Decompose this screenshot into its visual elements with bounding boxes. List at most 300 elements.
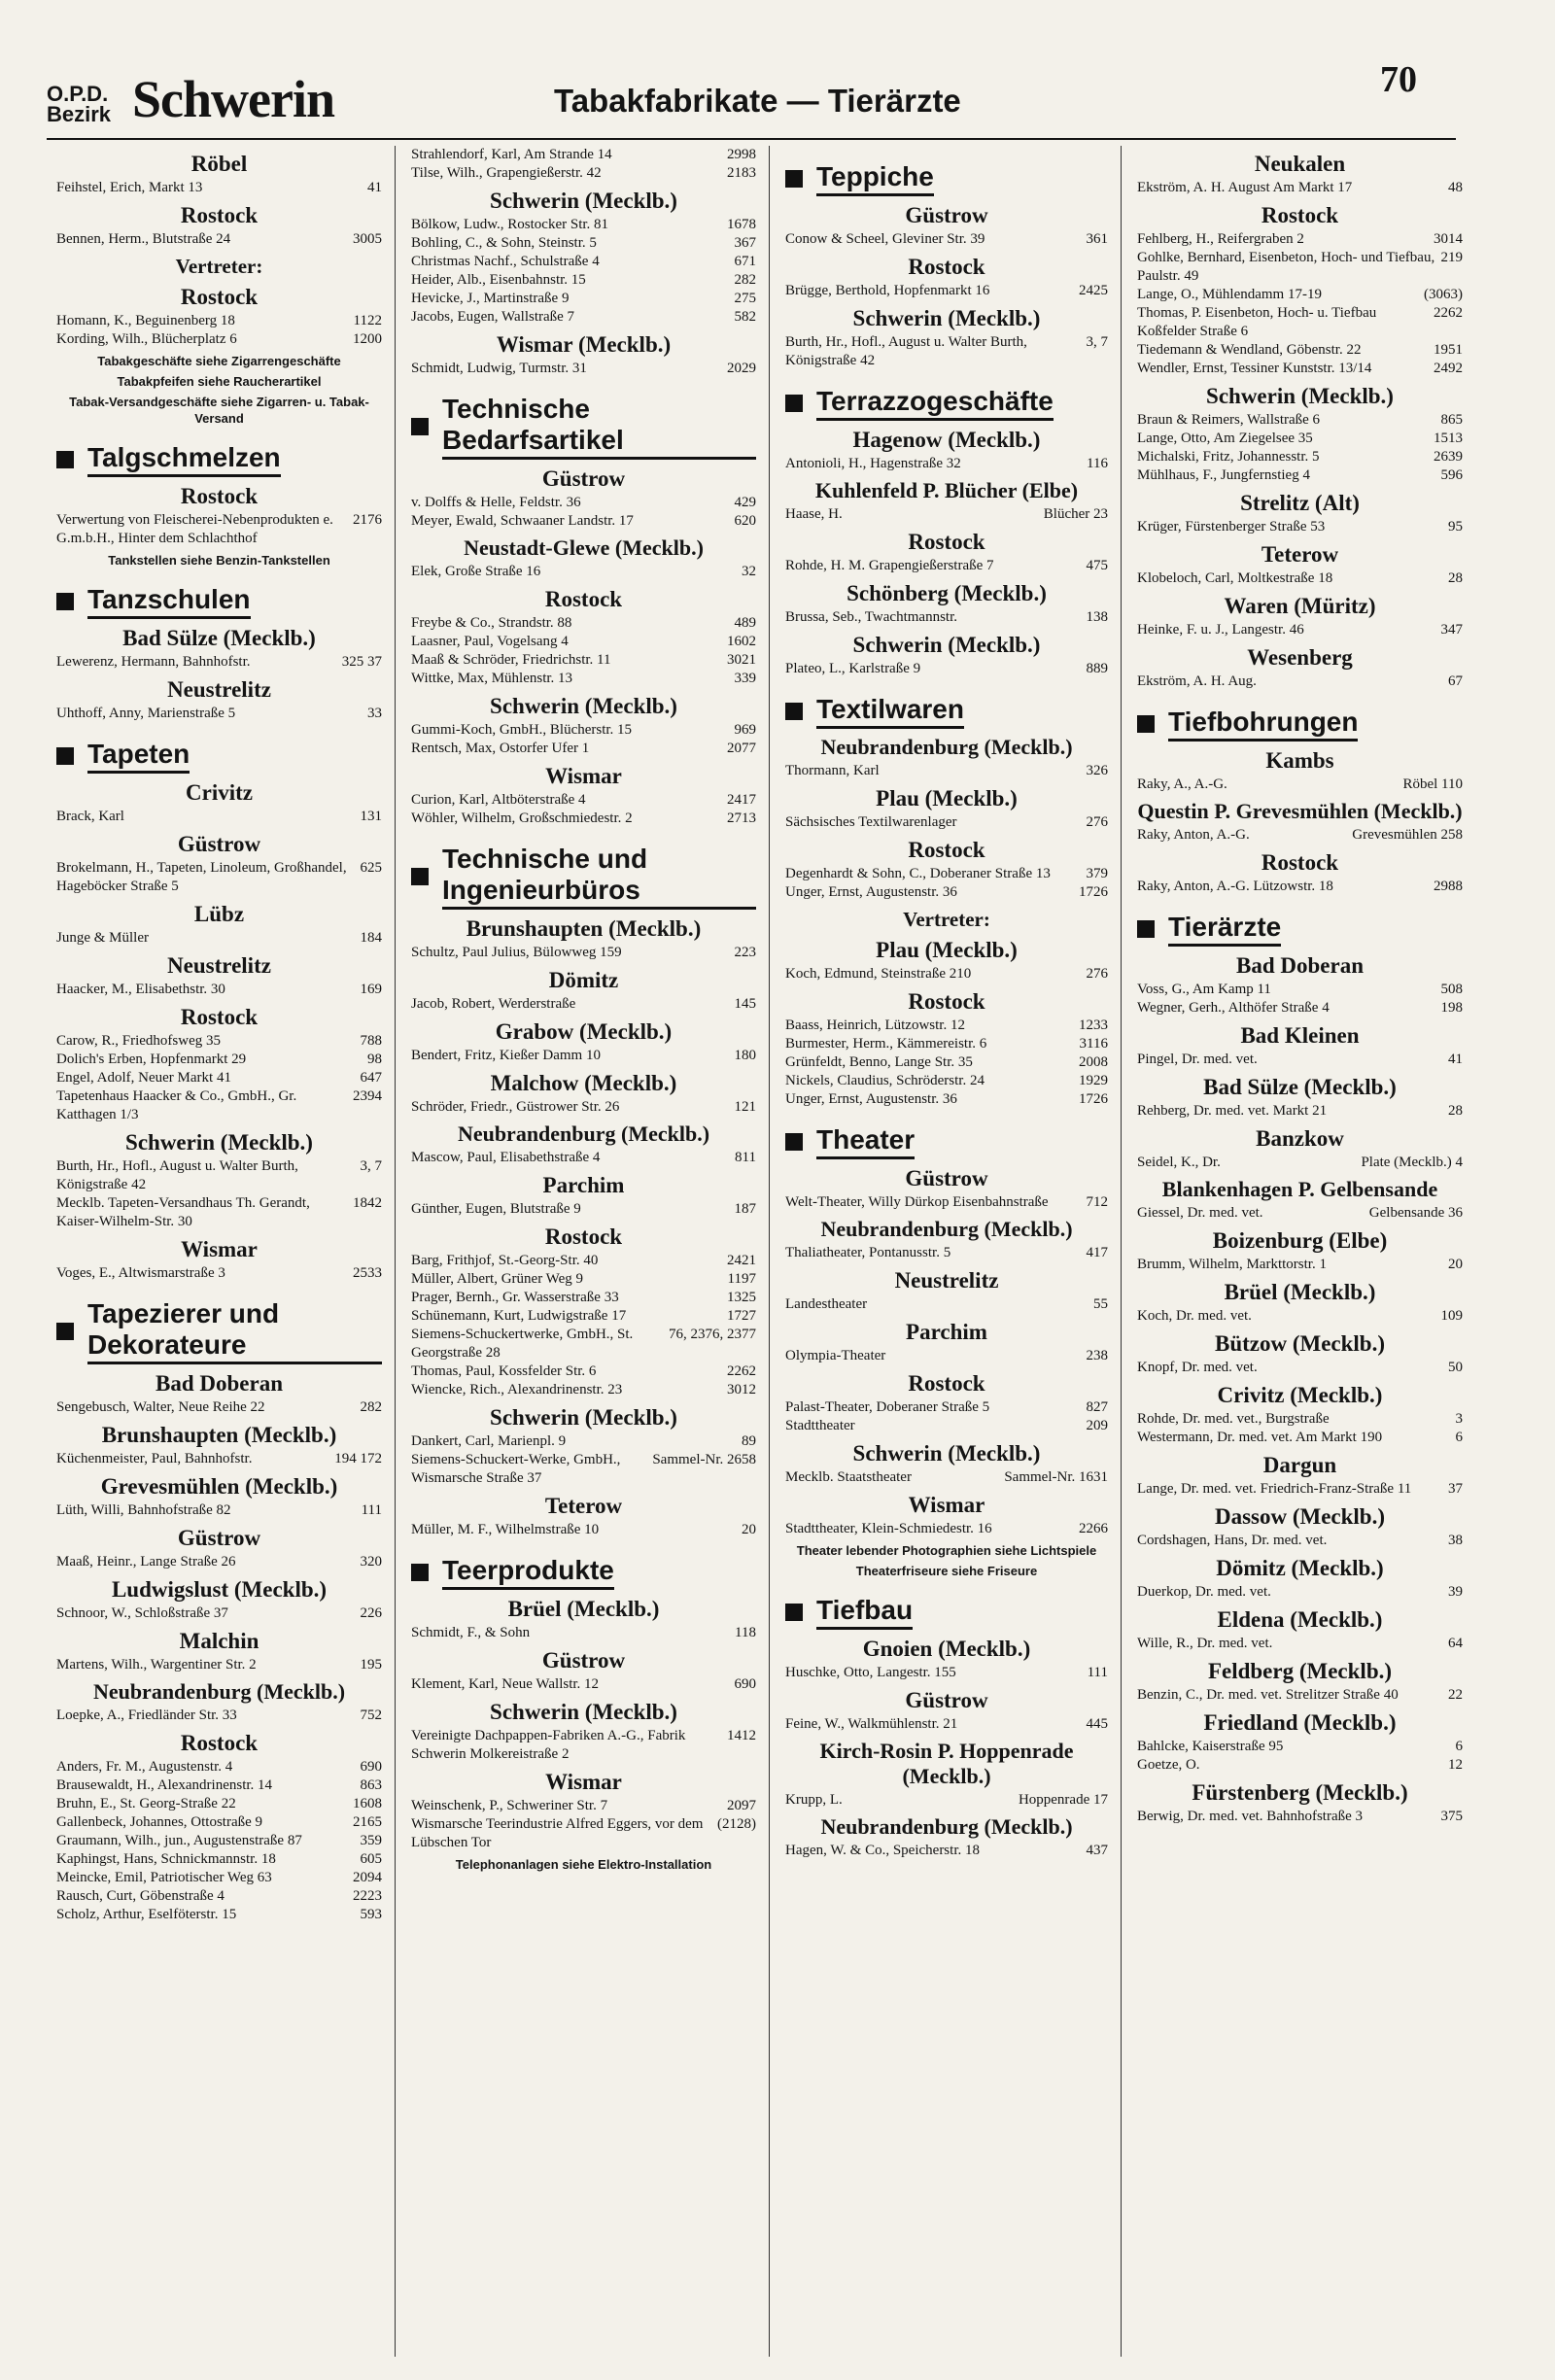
section-heading: [1137, 912, 1463, 947]
entry-name-address: Raky, Anton, A.-G. Lützowstr. 18: [1137, 879, 1333, 894]
city-heading: Rostock: [180, 1005, 259, 1029]
entry-phone-number: 3, 7: [1086, 334, 1108, 350]
listing-entry: [56, 1087, 382, 1124]
entry-phone-number: 275: [734, 291, 756, 306]
listing-entry: [785, 965, 1108, 983]
listing-entry: [411, 494, 756, 512]
entry-name-address: Müller, M. F., Wilhelmstraße 10: [411, 1522, 600, 1537]
entry-name-address: Unger, Ernst, Augustenstr. 36: [785, 884, 957, 900]
entry-phone-number: 2266: [1079, 1521, 1108, 1536]
entry-phone-number: (2128): [717, 1816, 756, 1832]
entry-name-address: Loepke, A., Friedländer Str. 33: [56, 1707, 237, 1723]
listing-entry: [1137, 1359, 1463, 1377]
entry-phone-number: 1727: [727, 1308, 756, 1324]
entry-phone-number: 3012: [727, 1382, 756, 1397]
section-title: Terrazzogeschäfte: [816, 386, 1054, 421]
entry-name-address: Huschke, Otto, Langestr. 155: [785, 1665, 956, 1680]
section-heading: [785, 386, 1108, 421]
city-heading: Gnoien (Mecklb.): [862, 1637, 1031, 1661]
listing-entry: [1137, 411, 1463, 430]
entry-phone-number: 2998: [727, 147, 756, 162]
city-heading: Wesenberg: [1247, 645, 1353, 670]
entry-phone-number: 647: [360, 1070, 382, 1086]
listing-entry: [1137, 1154, 1463, 1172]
entry-name-address: Kording, Wilh., Blücherplatz 6: [56, 331, 237, 347]
entry-phone-number: 690: [734, 1676, 756, 1692]
entry-phone-number: 367: [734, 235, 756, 251]
city-heading: Neustrelitz: [167, 953, 271, 978]
section-title: Tanzschulen: [87, 584, 251, 619]
entry-name-address: Küchenmeister, Paul, Bahnhofstr.: [56, 1451, 253, 1466]
entry-phone-number: 347: [1440, 622, 1463, 638]
entry-name-address: Schnoor, W., Schloßstraße 37: [56, 1605, 228, 1621]
entry-phone-number: 1608: [353, 1796, 382, 1811]
entry-name-address: Landestheater: [785, 1296, 868, 1312]
entry-name-address: Haase, H.: [785, 506, 843, 522]
listing-entry: [785, 557, 1108, 575]
entry-name-address: Dolich's Erben, Hopfenmarkt 29: [56, 1052, 247, 1067]
cross-reference-note: Theaterfriseure siehe Friseure: [855, 1564, 1038, 1578]
section-title: Tapezierer und Dekorateure: [87, 1298, 382, 1364]
listing-entry: [56, 1887, 382, 1906]
listing-entry: [56, 1795, 382, 1813]
entry-phone-number: 6: [1455, 1739, 1463, 1754]
entry-phone-number: 38: [1448, 1533, 1463, 1548]
city-heading: Wismar: [545, 1770, 622, 1794]
city-heading: Rostock: [544, 587, 623, 611]
entry-name-address: Brokelmann, H., Tapeten, Linoleum, Großhandel, Hageböcker Straße 5: [56, 860, 347, 894]
entry-phone-number: 209: [1086, 1418, 1108, 1433]
listing-entry: [56, 1157, 382, 1194]
section-square-icon: [785, 703, 803, 720]
entry-name-address: Unger, Ernst, Augustenstr. 36: [785, 1091, 957, 1107]
entry-phone-number: 39: [1448, 1584, 1463, 1600]
city-heading: Bad Doberan: [1236, 953, 1364, 978]
cross-reference-note: Tabakgeschäfte siehe Zigarrengeschäfte: [97, 354, 341, 368]
entry-phone-number: 2639: [1434, 449, 1463, 465]
listing-entry: [411, 216, 756, 234]
entry-phone-number: 111: [361, 1502, 382, 1518]
listing-entry: [411, 290, 756, 308]
city-heading: Grabow (Mecklb.): [495, 1019, 673, 1044]
entry-phone-number: 625: [360, 860, 382, 876]
city-heading: Schwerin (Mecklb.): [852, 306, 1041, 330]
listing-entry: [411, 512, 756, 531]
entry-name-address: Rehberg, Dr. med. vet. Markt 21: [1137, 1103, 1328, 1119]
entry-phone-number: 20: [742, 1522, 756, 1537]
city-heading: Bad Sülze (Mecklb.): [1203, 1075, 1397, 1099]
listing-entry: [785, 1664, 1108, 1682]
section-title: Theater: [816, 1124, 915, 1159]
entry-phone-number: Grevesmühlen 258: [1352, 827, 1463, 843]
listing-entry: [411, 740, 756, 758]
city-heading: Brunshaupten (Mecklb.): [466, 916, 702, 941]
city-heading: Crivitz: [186, 780, 253, 805]
entry-phone-number: 359: [360, 1833, 382, 1848]
entry-phone-number: 12: [1448, 1757, 1463, 1773]
city-heading: Ludwigslust (Mecklb.): [111, 1577, 328, 1602]
section-heading: [1137, 707, 1463, 742]
section-heading: [411, 1555, 756, 1590]
city-heading: Blankenhagen P. Gelbensande: [1161, 1177, 1438, 1201]
listing-entry: [1137, 1102, 1463, 1121]
listing-entry: [785, 1244, 1108, 1262]
entry-name-address: Prager, Bernh., Gr. Wasserstraße 33: [411, 1290, 619, 1305]
section-square-icon: [411, 868, 429, 885]
entry-phone-number: 2262: [727, 1363, 756, 1379]
listing-entry: [785, 1417, 1108, 1435]
city-heading: Schwerin (Mecklb.): [1206, 384, 1394, 408]
listing-entry: [1137, 1686, 1463, 1705]
entry-name-address: Voss, G., Am Kamp 11: [1137, 982, 1271, 997]
section-title: Talgschmelzen: [87, 442, 281, 477]
city-heading: Grevesmühlen (Mecklb.): [100, 1474, 338, 1499]
city-heading: Rostock: [1261, 850, 1339, 875]
entry-name-address: Heinke, F. u. J., Langestr. 46: [1137, 622, 1304, 638]
entry-phone-number: 238: [1086, 1348, 1108, 1363]
entry-name-address: Westermann, Dr. med. vet. Am Markt 190: [1137, 1430, 1383, 1445]
entry-phone-number: 2097: [727, 1798, 756, 1813]
entry-name-address: Klobeloch, Carl, Moltkestraße 18: [1137, 570, 1333, 586]
city-heading: Rostock: [908, 255, 985, 279]
city-heading: Rostock: [908, 530, 985, 554]
entry-phone-number: 1726: [1079, 1091, 1108, 1107]
city-heading: Neukalen: [1254, 152, 1346, 176]
listing-entry: [1137, 1051, 1463, 1069]
entry-phone-number: 325 37: [341, 654, 382, 670]
listing-entry: [785, 455, 1108, 473]
entry-phone-number: 198: [1440, 1000, 1463, 1016]
entry-phone-number: Blücher 23: [1043, 506, 1108, 522]
entry-name-address: Thomas, P. Eisenbeton, Hoch- u. Tiefbau Koßfelder Straße 6: [1137, 305, 1377, 339]
entry-phone-number: 2417: [727, 792, 756, 808]
city-heading: Feldberg (Mecklb.): [1207, 1659, 1393, 1683]
entry-name-address: Voges, E., Altwismarstraße 3: [56, 1265, 225, 1281]
entry-phone-number: 582: [734, 309, 756, 325]
entry-name-address: Fehlberg, H., Reifergraben 2: [1137, 231, 1304, 247]
entry-phone-number: 2533: [353, 1265, 382, 1281]
entry-name-address: Lange, Dr. med. vet. Friedrich-Franz-Straße 11: [1137, 1481, 1412, 1497]
entry-name-address: Mühlhaus, F., Jungfernstieg 4: [1137, 467, 1310, 483]
entry-name-address: Nickels, Claudius, Schröderstr. 24: [785, 1073, 985, 1088]
section-heading: [785, 1595, 1108, 1630]
entry-name-address: Curion, Karl, Altböterstraße 4: [411, 792, 586, 808]
entry-name-address: Jacobs, Eugen, Wallstraße 7: [411, 309, 575, 325]
entry-name-address: Stadttheater: [785, 1418, 855, 1433]
entry-phone-number: 1602: [727, 634, 756, 649]
listing-entry: [1137, 179, 1463, 197]
listing-entry: [411, 721, 756, 740]
entry-phone-number: 145: [734, 996, 756, 1012]
city-heading: Eldena (Mecklb.): [1217, 1607, 1383, 1632]
page-title: Tabakfabrikate — Tierärzte: [554, 83, 961, 119]
entry-name-address: Lange, Otto, Am Ziegelsee 35: [1137, 431, 1313, 446]
entry-phone-number: 184: [360, 930, 382, 946]
entry-phone-number: 690: [360, 1759, 382, 1775]
listing-entry: [411, 1624, 756, 1642]
entry-phone-number: 22: [1448, 1687, 1463, 1703]
entry-name-address: Siemens-Schuckert-Werke, GmbH., Wismarsche Straße 37: [411, 1452, 621, 1486]
entry-phone-number: 48: [1448, 180, 1463, 195]
listing-entry: [411, 670, 756, 688]
city-heading: Malchow (Mecklb.): [490, 1071, 677, 1095]
entry-phone-number: 863: [360, 1777, 382, 1793]
city-heading: Friedland (Mecklb.): [1203, 1710, 1397, 1735]
city-heading: Parchim: [906, 1320, 987, 1344]
listing-entry: [56, 179, 382, 197]
listing-entry: [785, 1072, 1108, 1090]
entry-name-address: Berwig, Dr. med. vet. Bahnhofstraße 3: [1137, 1809, 1364, 1824]
listing-entry: [1137, 230, 1463, 249]
entry-phone-number: 1726: [1079, 884, 1108, 900]
entry-name-address: Wegner, Gerh., Althöfer Straße 4: [1137, 1000, 1330, 1016]
entry-name-address: Müller, Albert, Grüner Weg 9: [411, 1271, 584, 1287]
listing-entry: [56, 330, 382, 349]
entry-name-address: Thormann, Karl: [785, 763, 880, 778]
listing-entry: [56, 1032, 382, 1051]
entry-name-address: Günther, Eugen, Blutstraße 9: [411, 1201, 581, 1217]
city-heading: Neubrandenburg (Mecklb.): [820, 1814, 1073, 1839]
listing-entry: [785, 1468, 1108, 1487]
section-heading: [56, 1298, 382, 1364]
city-heading: Güstrow: [177, 832, 261, 856]
entry-phone-number: 3021: [727, 652, 756, 668]
entry-name-address: Thaliatheater, Pontanusstr. 5: [785, 1245, 951, 1260]
listing-entry: [56, 1832, 382, 1850]
entry-name-address: Rohde, H. M. Grapengießerstraße 7: [785, 558, 994, 573]
listing-entry: [785, 1520, 1108, 1538]
section-title: Teerprodukte: [442, 1555, 614, 1590]
city-heading: Neustrelitz: [894, 1268, 999, 1293]
listing-entry: [785, 608, 1108, 627]
entry-name-address: Christmas Nachf., Schulstraße 4: [411, 254, 600, 269]
subheading: Vertreter:: [175, 255, 263, 278]
entry-phone-number: 379: [1086, 866, 1108, 881]
entry-phone-number: 827: [1086, 1399, 1108, 1415]
city-heading: Dömitz: [548, 968, 619, 992]
entry-phone-number: 37: [1448, 1481, 1463, 1497]
entry-phone-number: 2077: [727, 741, 756, 756]
city-heading: Kambs: [1265, 748, 1334, 773]
section-heading: [56, 442, 382, 477]
listing-entry: [1137, 621, 1463, 639]
listing-entry: [56, 230, 382, 249]
listing-entry: [56, 859, 382, 896]
listing-entry: [1137, 360, 1463, 378]
entry-name-address: Degenhardt & Sohn, C., Doberaner Straße 13: [785, 866, 1051, 881]
entry-phone-number: 2713: [727, 811, 756, 826]
entry-phone-number: 226: [360, 1605, 382, 1621]
listing-entry: [411, 1797, 756, 1815]
city-heading: Neubrandenburg (Mecklb.): [92, 1679, 346, 1704]
city-heading: Rostock: [180, 285, 259, 309]
listing-entry: [785, 1035, 1108, 1053]
column-divider: [769, 146, 770, 2357]
city-heading: Wismar: [908, 1493, 985, 1517]
entry-phone-number: 671: [734, 254, 756, 269]
entry-phone-number: 508: [1440, 982, 1463, 997]
entry-name-address: Laasner, Paul, Vogelsang 4: [411, 634, 569, 649]
entry-name-address: Siemens-Schuckertwerke, GmbH., St. Georgstraße 28: [411, 1327, 634, 1361]
listing-entry: [56, 705, 382, 723]
section-square-icon: [1137, 920, 1155, 938]
listing-entry: [1137, 1410, 1463, 1429]
entry-phone-number: 109: [1440, 1308, 1463, 1324]
cross-reference-note: Theater lebender Photographien siehe Lichtspiele: [796, 1543, 1097, 1558]
listing-entry: [56, 312, 382, 330]
listing-entry: [1137, 1583, 1463, 1602]
section-square-icon: [785, 1133, 803, 1151]
entry-name-address: Gallenbeck, Johannes, Ottostraße 9: [56, 1814, 263, 1830]
entry-name-address: Michalski, Fritz, Johannesstr. 5: [1137, 449, 1320, 465]
listing-entry: [1137, 1756, 1463, 1775]
entry-phone-number: 752: [360, 1707, 382, 1723]
entry-phone-number: 55: [1093, 1296, 1108, 1312]
entry-name-address: Mecklb. Staatstheater: [785, 1469, 912, 1485]
section-heading: [56, 584, 382, 619]
listing-entry: [785, 865, 1108, 883]
listing-entry: [411, 1289, 756, 1307]
entry-phone-number: 3005: [353, 231, 382, 247]
listing-entry: [1137, 466, 1463, 485]
entry-name-address: Gohlke, Bernhard, Eisenbeton, Hoch- und Tiefbau, Paulstr. 49: [1137, 250, 1435, 284]
entry-phone-number: 138: [1086, 609, 1108, 625]
listing-entry: [411, 1200, 756, 1219]
entry-name-address: Burmester, Herm., Kämmereistr. 6: [785, 1036, 987, 1052]
listing-entry: [411, 810, 756, 828]
listing-entry: [1137, 826, 1463, 845]
entry-name-address: Bohling, C., & Sohn, Steinstr. 5: [411, 235, 597, 251]
listing-entry: [1137, 1738, 1463, 1756]
page-header: [0, 0, 1555, 146]
city-heading: Fürstenberg (Mecklb.): [1192, 1780, 1408, 1805]
listing-entry: [56, 1553, 382, 1571]
entry-name-address: Burth, Hr., Hofl., August u. Walter Burth, Königstraße 42: [785, 334, 1027, 368]
city-heading: Neubrandenburg (Mecklb.): [820, 735, 1073, 759]
entry-name-address: Cordshagen, Hans, Dr. med. vet.: [1137, 1533, 1328, 1548]
listing-entry: [56, 1398, 382, 1417]
listing-entry: [56, 981, 382, 999]
listing-entry: [1137, 999, 1463, 1018]
column-1: [47, 146, 392, 2362]
city-heading: Kuhlenfeld P. Blücher (Elbe): [814, 478, 1079, 502]
entry-name-address: Giessel, Dr. med. vet.: [1137, 1205, 1263, 1221]
entry-phone-number: 475: [1086, 558, 1108, 573]
entry-phone-number: 1197: [727, 1271, 756, 1287]
entry-name-address: Anders, Fr. M., Augustenstr. 4: [56, 1759, 233, 1775]
entry-name-address: v. Dolffs & Helle, Feldstr. 36: [411, 495, 581, 510]
city-heading: Schwerin (Mecklb.): [490, 189, 677, 213]
city-heading: Wismar: [545, 764, 622, 788]
city-heading: Wismar (Mecklb.): [496, 332, 672, 357]
listing-entry: [56, 929, 382, 948]
city-heading: Neustadt-Glewe (Mecklb.): [464, 535, 704, 560]
section-square-icon: [411, 418, 429, 435]
entry-phone-number: 2008: [1079, 1054, 1108, 1070]
city-heading: Rostock: [180, 1731, 259, 1755]
entry-name-address: Ekström, A. H. Aug.: [1137, 673, 1257, 689]
listing-entry: [1137, 776, 1463, 794]
entry-name-address: Junge & Müller: [56, 930, 149, 946]
city-heading: Schwerin (Mecklb.): [852, 633, 1041, 657]
city-heading: Plau (Mecklb.): [876, 938, 1018, 962]
entry-name-address: Engel, Adolf, Neuer Markt 41: [56, 1070, 231, 1086]
entry-name-address: Uhthoff, Anny, Marienstraße 5: [56, 706, 236, 721]
section-square-icon: [56, 593, 74, 610]
entry-phone-number: 417: [1086, 1245, 1108, 1260]
city-heading: Schönberg (Mecklb.): [847, 581, 1047, 605]
entry-name-address: Koch, Edmund, Steinstraße 210: [785, 966, 972, 982]
entry-name-address: Schünemann, Kurt, Ludwigstraße 17: [411, 1308, 627, 1324]
entry-phone-number: 28: [1448, 570, 1463, 586]
city-heading: Bad Kleinen: [1240, 1023, 1360, 1048]
entry-name-address: Goetze, O.: [1137, 1757, 1200, 1773]
entry-name-address: Welt-Theater, Willy Dürkop Eisenbahnstraße: [785, 1194, 1049, 1210]
city-heading: Parchim: [542, 1173, 625, 1197]
section-heading: [411, 844, 756, 910]
entry-name-address: Rentsch, Max, Ostorfer Ufer 1: [411, 741, 590, 756]
entry-name-address: Brack, Karl: [56, 809, 124, 824]
entry-name-address: Barg, Frithjof, St.-Georg-Str. 40: [411, 1253, 599, 1268]
section-title: Textilwaren: [816, 694, 964, 729]
listing-entry: [411, 995, 756, 1014]
listing-entry: [411, 1432, 756, 1451]
entry-phone-number: Röbel 110: [1402, 776, 1463, 792]
entry-name-address: Wismarsche Teerindustrie Alfred Eggers, vor dem Lübschen Tor: [411, 1816, 704, 1850]
listing-entry: [1137, 448, 1463, 466]
entry-name-address: Lange, O., Mühlendamm 17-19: [1137, 287, 1322, 302]
entry-phone-number: 2262: [1434, 305, 1463, 321]
listing-entry: [785, 883, 1108, 902]
entry-phone-number: 131: [360, 809, 382, 824]
city-heading: Güstrow: [541, 466, 626, 491]
section-square-icon: [411, 1564, 429, 1581]
city-heading: Schwerin (Mecklb.): [852, 1441, 1041, 1466]
entry-phone-number: 2988: [1434, 879, 1463, 894]
listing-entry: [56, 1264, 382, 1283]
city-heading: Rostock: [908, 1371, 985, 1396]
city-heading: Dargun: [1262, 1453, 1337, 1477]
entry-name-address: Rohde, Dr. med. vet., Burgstraße: [1137, 1411, 1330, 1427]
listing-entry: [785, 1791, 1108, 1810]
listing-entry: [785, 333, 1108, 370]
entry-name-address: Grünfeldt, Benno, Lange Str. 35: [785, 1054, 973, 1070]
entry-name-address: Schultz, Paul Julius, Bülowweg 159: [411, 945, 622, 960]
listing-entry: [785, 1715, 1108, 1734]
city-heading: Bad Doberan: [156, 1371, 283, 1396]
listing-entry: [411, 1815, 756, 1852]
header-rule: [47, 138, 1456, 140]
entry-name-address: Verwertung von Fleischerei-Nebenprodukten e. G.m.b.H., Hinter dem Schlachthof: [56, 512, 333, 546]
city-heading: Güstrow: [541, 1648, 626, 1673]
city-heading: Plau (Mecklb.): [876, 786, 1018, 811]
entry-phone-number: 593: [360, 1907, 382, 1922]
listing-entry: [56, 1758, 382, 1776]
city-heading: Lübz: [193, 902, 245, 926]
cross-reference-note: Tabak-Versandgeschäfte siehe Zigarren- u. Tabak-Versand: [69, 395, 369, 426]
entry-phone-number: 41: [1448, 1052, 1463, 1067]
listing-entry: [1137, 1429, 1463, 1447]
listing-entry: [56, 1194, 382, 1231]
entry-name-address: Bölkow, Ludw., Rostocker Str. 81: [411, 217, 609, 232]
entry-name-address: Wendler, Ernst, Tessiner Kunststr. 13/14: [1137, 361, 1372, 376]
entry-phone-number: 276: [1086, 814, 1108, 830]
city-heading: Waren (Müritz): [1224, 594, 1376, 618]
city-heading: Rostock: [908, 989, 985, 1014]
listing-entry: [411, 1362, 756, 1381]
column-2: [401, 146, 766, 2362]
listing-entry: [56, 1604, 382, 1623]
